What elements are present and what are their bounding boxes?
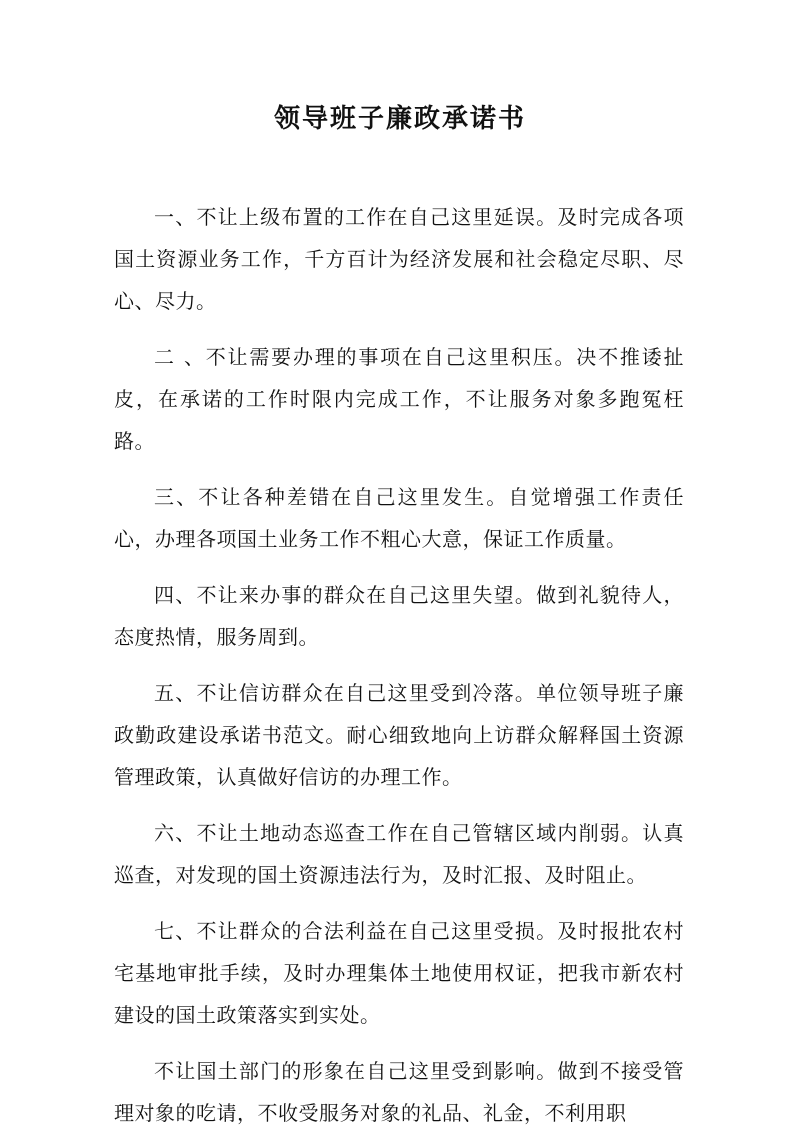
paragraph-6: 六、不让土地动态巡查工作在自己管辖区域内削弱。认真巡查，对发现的国土资源违法行为，及时汇报、及时阻止。 xyxy=(114,821,684,887)
paragraph-1: 一、不让上级布置的工作在自己这里延误。及时完成各项国土资源业务工作，千方百计为经济发展和社会稳定尽职、尽心、尽力。 xyxy=(114,205,684,313)
paragraph-4: 四、不让来办事的群众在自己这里失望。做到礼貌待人，态度热情，服务周到。 xyxy=(114,583,684,649)
paragraph-8: 不让国土部门的形象在自己这里受到影响。做到不接受管理对象的吃请，不收受服务对象的礼品、礼金，不利用职 xyxy=(114,1059,684,1125)
paragraph-7: 七、不让群众的合法利益在自己这里受损。及时报批农村宅基地审批手续，及时办理集体土地使用权证，把我市新农村建设的国土政策落实到实处。 xyxy=(114,919,684,1027)
document-body xyxy=(114,196,684,1148)
paragraph-5: 五、不让信访群众在自己这里受到冷落。单位领导班子廉政勤政建设承诺书范文。耐心细致地向上访群众解释国土资源管理政策，认真做好信访的办理工作。 xyxy=(114,681,684,789)
paragraph-2: 二 、不让需要办理的事项在自己这里积压。决不推诿扯皮，在承诺的工作时限内完成工作，不让服务对象多跑冤枉路。 xyxy=(114,345,684,453)
document-title: 领导班子廉政承诺书 xyxy=(273,104,526,134)
paragraph-3: 三、不让各种差错在自己这里发生。自觉增强工作责任心，办理各项国土业务工作不粗心大意，保证工作质量。 xyxy=(114,485,684,551)
